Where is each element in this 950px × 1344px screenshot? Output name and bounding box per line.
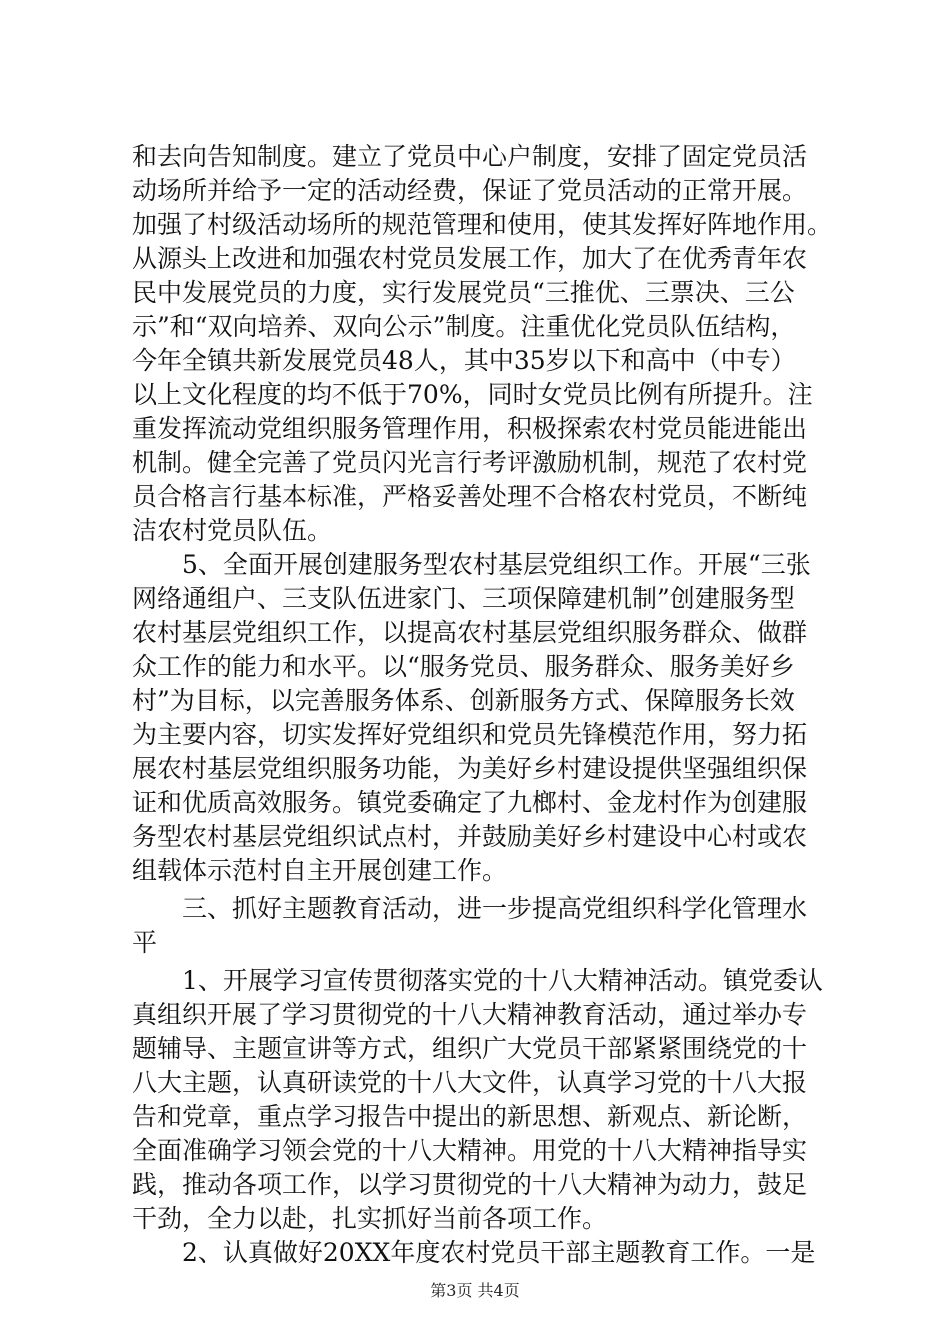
text-line: 干劲，全力以赴，扎实抓好当前各项工作。 bbox=[132, 1204, 608, 1233]
paragraph-start-line: 1、开展学习宣传贯彻落实党的十八大精神活动。镇党委认 bbox=[132, 966, 823, 995]
text-line: 员合格言行基本标准，严格妥善处理不合格农村党员，不断纯 bbox=[132, 482, 808, 511]
text-line: 展农村基层党组织服务功能，为美好乡村建设提供坚强组织保 bbox=[132, 754, 808, 783]
text-line: 以上文化程度的均不低于70%，同时女党员比例有所提升。注 bbox=[132, 380, 813, 409]
section-heading-line: 平 bbox=[132, 928, 158, 957]
text-line: 和去向告知制度。建立了党员中心户制度，安排了固定党员活 bbox=[132, 142, 808, 171]
text-line: 八大主题，认真研读党的十八大文件，认真学习党的十八大报 bbox=[132, 1068, 808, 1097]
text-line: 洁农村党员队伍。 bbox=[132, 516, 333, 545]
text-line: 为主要内容，切实发挥好党组织和党员先锋模范作用，努力拓 bbox=[132, 720, 808, 749]
text-line: 示”和“双向培养、双向公示”制度。注重优化党员队伍结构， bbox=[132, 312, 796, 341]
text-line: 机制。健全完善了党员闪光言行考评激励机制，规范了农村党 bbox=[132, 448, 808, 477]
text-line: 村”为目标，以完善服务体系、创新服务方式、保障服务长效 bbox=[132, 686, 795, 715]
text-line: 重发挥流动党组织服务管理作用，积极探索农村党员能进能出 bbox=[132, 414, 808, 443]
text-line: 组载体示范村自主开展创建工作。 bbox=[132, 856, 508, 885]
text-line: 网络通组户、三支队伍进家门、三项保障建机制”创建服务型 bbox=[132, 584, 795, 613]
text-line: 从源头上改进和加强农村党员发展工作，加大了在优秀青年农 bbox=[132, 244, 808, 273]
text-line: 今年全镇共新发展党员48人，其中35岁以下和高中（中专） bbox=[132, 346, 796, 375]
text-line: 真组织开展了学习贯彻党的十八大精神教育活动，通过举办专 bbox=[132, 1000, 808, 1029]
paragraph-start-line: 2、认真做好20XX年度农村党员干部主题教育工作。一是 bbox=[132, 1238, 816, 1267]
body-text bbox=[132, 140, 832, 1270]
text-line: 证和优质高效服务。镇党委确定了九榔村、金龙村作为创建服 bbox=[132, 788, 808, 817]
text-line: 题辅导、主题宣讲等方式，组织广大党员干部紧紧围绕党的十 bbox=[132, 1034, 808, 1063]
text-line: 务型农村基层党组织试点村，并鼓励美好乡村建设中心村或农 bbox=[132, 822, 808, 851]
text-line: 加强了村级活动场所的规范管理和使用，使其发挥好阵地作用。 bbox=[132, 210, 832, 239]
paragraph-start-line: 5、全面开展创建服务型农村基层党组织工作。开展“三张 bbox=[132, 550, 811, 579]
text-line: 动场所并给予一定的活动经费，保证了党员活动的正常开展。 bbox=[132, 176, 808, 205]
page-number-footer: 第3页 共4页 bbox=[430, 1281, 520, 1300]
text-line: 告和党章，重点学习报告中提出的新思想、新观点、新论断， bbox=[132, 1102, 808, 1131]
text-line: 践，推动各项工作，以学习贯彻党的十八大精神为动力，鼓足 bbox=[132, 1170, 808, 1199]
text-line: 全面准确学习领会党的十八大精神。用党的十八大精神指导实 bbox=[132, 1136, 808, 1165]
text-line: 农村基层党组织工作，以提高农村基层党组织服务群众、做群 bbox=[132, 618, 808, 647]
section-heading-line: 三、抓好主题教育活动，进一步提高党组织科学化管理水 bbox=[132, 894, 808, 923]
text-line: 众工作的能力和水平。以“服务党员、服务群众、服务美好乡 bbox=[132, 652, 795, 681]
text-line: 民中发展党员的力度，实行发展党员“三推优、三票决、三公 bbox=[132, 278, 795, 307]
